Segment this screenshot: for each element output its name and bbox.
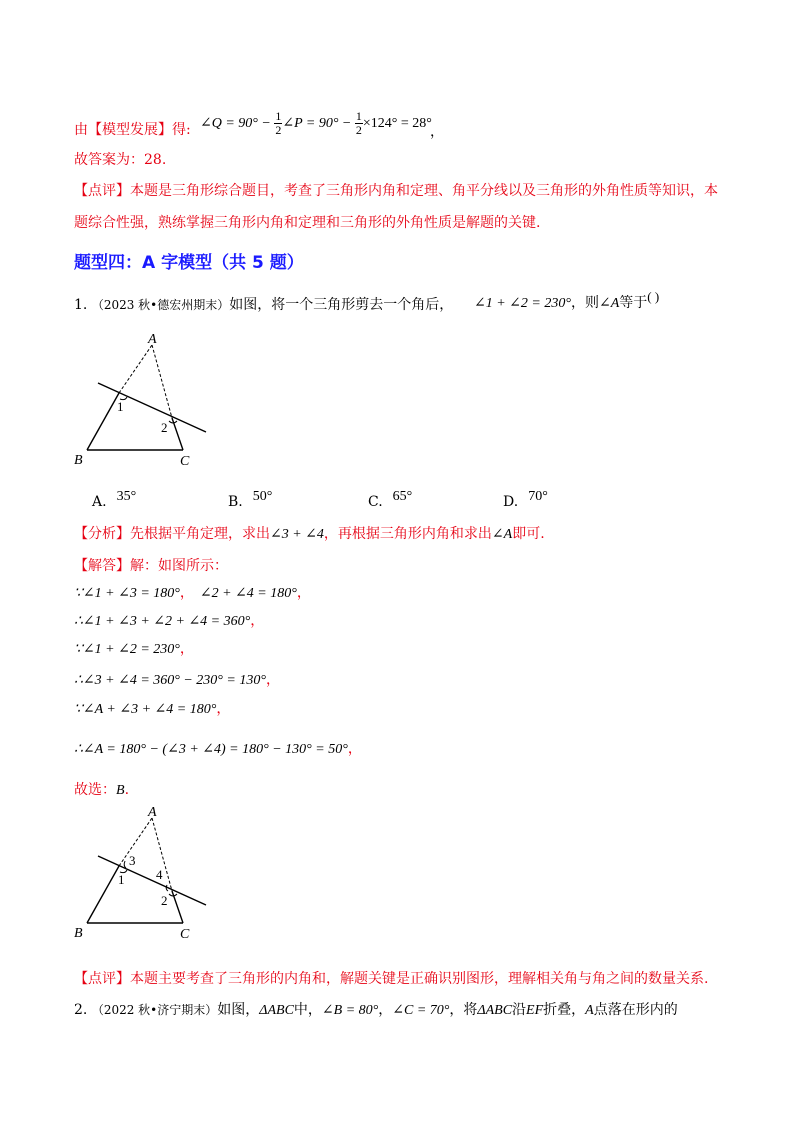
analysis-text-a: 先根据平角定理，求出 — [130, 526, 270, 542]
formula-part-2: ∠P = 90° − — [282, 116, 355, 131]
step-6-text: ∴∠A = 180° − (∠3 + ∠4) = 180° − 130° = 50° — [74, 742, 348, 757]
step-3-end: ， — [179, 642, 194, 657]
fig1-label-a: A — [148, 332, 157, 347]
fraction-1-den: 2 — [275, 123, 282, 138]
q2-text-b: 中， — [293, 1002, 322, 1018]
fraction-2 — [355, 110, 363, 137]
q2-text-a: 如图， — [217, 1002, 260, 1018]
q2-math-4: ΔABC — [477, 1003, 513, 1018]
q1-figure-1 — [65, 325, 225, 473]
derivation-formula — [200, 106, 432, 142]
q2-text-e: 沿 — [512, 1002, 527, 1018]
step-1-end: ， — [296, 586, 311, 601]
q1-comment-text: 本题主要考查了三角形的内角和，解题关键是正确识别图形，理解相关角与角之间的数量关系. — [130, 971, 709, 987]
step-5-text: ∵∠A + ∠3 + ∠4 = 180° — [74, 702, 217, 717]
step-4-end: ， — [265, 673, 280, 688]
q1-source: （2023 秋•德宏州期末） — [91, 298, 230, 312]
q2-source: （2022 秋•济宁期末） — [91, 1003, 218, 1017]
q2-text-f: 折叠， — [543, 1002, 586, 1018]
q1-stem-math — [474, 289, 660, 312]
step-2 — [74, 610, 264, 630]
fig2-label-2: 2 — [161, 893, 168, 908]
analysis-math-1: ∠3 + ∠4 — [270, 527, 324, 542]
analysis-text-b: ，再根据三角形内角和求出 — [323, 526, 492, 542]
step-1-sep: ， — [179, 586, 194, 601]
fig1-label-c: C — [180, 454, 190, 469]
fig2-label-3: 3 — [129, 853, 136, 868]
option-b-letter: B. — [228, 494, 243, 510]
top-comment-line-1 — [74, 181, 718, 201]
option-b-value: 50° — [252, 489, 273, 504]
option-a-value: 35° — [116, 489, 137, 504]
q1-number: 1. — [74, 297, 88, 313]
fraction-1-num: 1 — [275, 109, 282, 124]
fig2-label-c: C — [180, 927, 190, 942]
analysis-text-c: 即可. — [512, 526, 545, 542]
q1-comment — [74, 969, 708, 989]
q2-text-g: 点落在形内的 — [593, 1002, 678, 1018]
option-c-letter: C. — [368, 494, 383, 510]
fraction-2-num: 1 — [355, 109, 362, 124]
option-d-letter: D. — [503, 494, 519, 510]
q2-math-2: ∠B = 80° — [321, 1003, 379, 1018]
derivation-tail: ， — [430, 124, 444, 140]
q1-condition: ∠1 + ∠2 = 230° — [474, 296, 571, 311]
solution-tag: 【解答】 — [74, 558, 130, 574]
choice-end: . — [124, 782, 130, 798]
q2-text-c: ， — [378, 1002, 393, 1018]
comment-text-1: 本题是三角形综合题目，考查了三角形内角和定理、角平分线以及三角形的外角性质等知识，本 — [130, 183, 718, 199]
figure-1-shape — [87, 345, 206, 450]
step-2-end: ， — [250, 614, 265, 629]
option-d-value: 70° — [528, 489, 548, 504]
figure-2-shape — [87, 818, 206, 923]
q2-text-d: ，将 — [449, 1002, 478, 1018]
q1-analysis — [74, 524, 545, 545]
q1-angle-a: ∠A — [598, 296, 620, 311]
option-a[interactable] — [92, 489, 137, 511]
choice-value: B — [116, 783, 125, 798]
fig2-label-a: A — [148, 805, 157, 820]
derivation-prefix: 由【模型发展】得: — [74, 122, 191, 138]
formula-part-1: ∠Q = 90° − — [200, 116, 275, 131]
q2-number: 2. — [74, 1002, 88, 1018]
solution-intro: 解：如图所示： — [130, 558, 228, 574]
step-4 — [74, 669, 280, 689]
q2-math-6: A — [585, 1003, 594, 1018]
section-title: 题型四：A 字模型（共 5 题） — [74, 253, 304, 273]
q1-comment-tag: 【点评】 — [74, 971, 130, 987]
step-6 — [74, 738, 362, 758]
answer-line: 故答案为：28. — [74, 152, 167, 168]
step-1-text2: ∠2 + ∠4 = 180° — [199, 586, 297, 601]
q2-math-1: ΔABC — [259, 1003, 294, 1018]
step-1-text: ∵∠1 + ∠3 = 180° — [74, 586, 180, 601]
formula-part-3: ×124° = 28° — [362, 116, 432, 131]
option-d[interactable] — [503, 489, 548, 511]
fig2-label-b: B — [74, 926, 83, 941]
step-2-text: ∴∠1 + ∠3 + ∠2 + ∠4 = 360° — [74, 614, 251, 629]
q1-stem-b: ，则 — [570, 295, 599, 311]
option-c[interactable] — [368, 489, 413, 511]
q1-solution-intro — [74, 556, 228, 576]
step-6-end: ， — [347, 742, 362, 757]
step-1 — [74, 582, 311, 602]
fraction-2-den: 2 — [355, 123, 362, 138]
option-b[interactable] — [228, 489, 273, 511]
comment-tag: 【点评】 — [74, 183, 130, 199]
q2-math-3: ∠C = 70° — [392, 1003, 450, 1018]
fig1-label-b: B — [74, 453, 83, 468]
q1-choice — [74, 780, 129, 801]
q1-paren: ( ) — [647, 289, 660, 304]
step-3 — [74, 638, 194, 658]
option-c-value: 65° — [392, 489, 413, 504]
fig2-label-1: 1 — [118, 872, 125, 887]
q2-stem — [74, 1000, 678, 1021]
analysis-math-2: ∠A — [491, 527, 513, 542]
q1-figure-2 — [65, 803, 225, 951]
fig1-label-1: 1 — [117, 399, 124, 414]
top-comment-line-2: 题综合性强，熟练掌握三角形内角和定理和三角形的外角性质是解题的关键. — [74, 215, 541, 231]
fig1-label-2: 2 — [161, 420, 168, 435]
q2-math-5: EF — [526, 1003, 544, 1018]
q1-stem — [74, 295, 453, 315]
step-4-text: ∴∠3 + ∠4 = 360° − 230° = 130° — [74, 673, 266, 688]
fig2-label-4: 4 — [156, 867, 163, 882]
option-a-letter: A. — [92, 494, 107, 510]
step-5 — [74, 698, 230, 718]
model-derivation-line — [74, 120, 191, 140]
q1-stem-c: 等于 — [619, 295, 648, 311]
analysis-tag: 【分析】 — [74, 526, 130, 542]
choice-prefix: 故选： — [74, 782, 116, 798]
step-3-text: ∵∠1 + ∠2 = 230° — [74, 642, 180, 657]
q1-stem-a: 如图，将一个三角形剪去一个角后， — [229, 297, 454, 313]
step-5-end: ， — [216, 702, 231, 717]
